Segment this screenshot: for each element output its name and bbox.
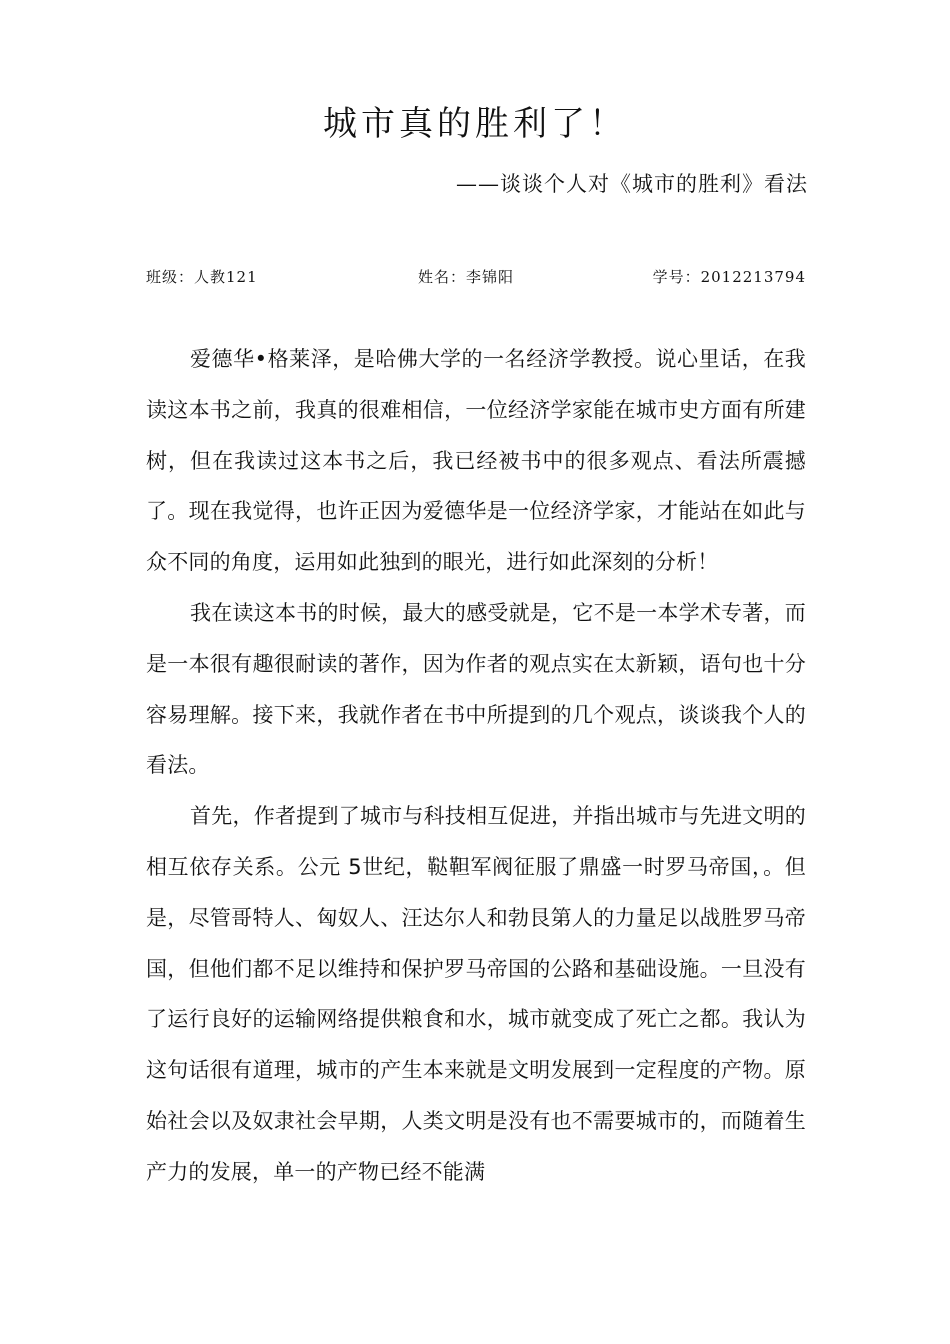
document-body — [146, 334, 806, 1198]
paragraph: 我在读这本书的时候，最大的感受就是，它不是一本学术专著，而是一本很有趣很耐读的著作，因为作者的观点实在太新颖，语句也十分容易理解。接下来，我就作者在书中所提到的几个观点，谈谈我个人的看法。 — [146, 600, 806, 778]
document-title: 城市真的胜利了！ — [323, 104, 627, 144]
student-name: 姓名：李锦阳 — [418, 268, 515, 286]
paragraph: 首先，作者提到了城市与科技相互促进，并指出城市与先进文明的相互依存关系。公元 5世纪，鞑靼军阀征服了鼎盛一时罗马帝国，。但是，尽管哥特人、匈奴人、汪达尔人和勃艮第人的力量足以战胜罗马帝国，但他们都不足以维持和保护罗马帝国的公路和基础设施。一旦没有了运行良好的运输网络提供粮食和水，城市就变成了死亡之都。我认为这句话很有道理，城市的产生本来就是文明发展到一定程度的产物。原始社会以及奴隶社会早期，人类文明是没有也不需要城市的，而随着生产力的发展，单一的产物已经不能满 — [146, 804, 806, 1184]
student-class: 班级：人教121 — [146, 268, 258, 286]
document-subtitle: ——谈谈个人对《城市的胜利》看法 — [456, 172, 808, 196]
student-id: 学号：2012213794 — [652, 268, 806, 286]
paragraph: 爱德华•格莱泽，是哈佛大学的一名经济学教授。说心里话，在我读这本书之前，我真的很难相信，一位经济学家能在城市史方面有所建树，但在我读过这本书之后，我已经被书中的很多观点、看法所震撼了。现在我觉得，也许正因为爱德华是一位经济学家，才能站在如此与众不同的角度，运用如此独到的眼光，进行如此深刻的分析！ — [146, 347, 806, 575]
